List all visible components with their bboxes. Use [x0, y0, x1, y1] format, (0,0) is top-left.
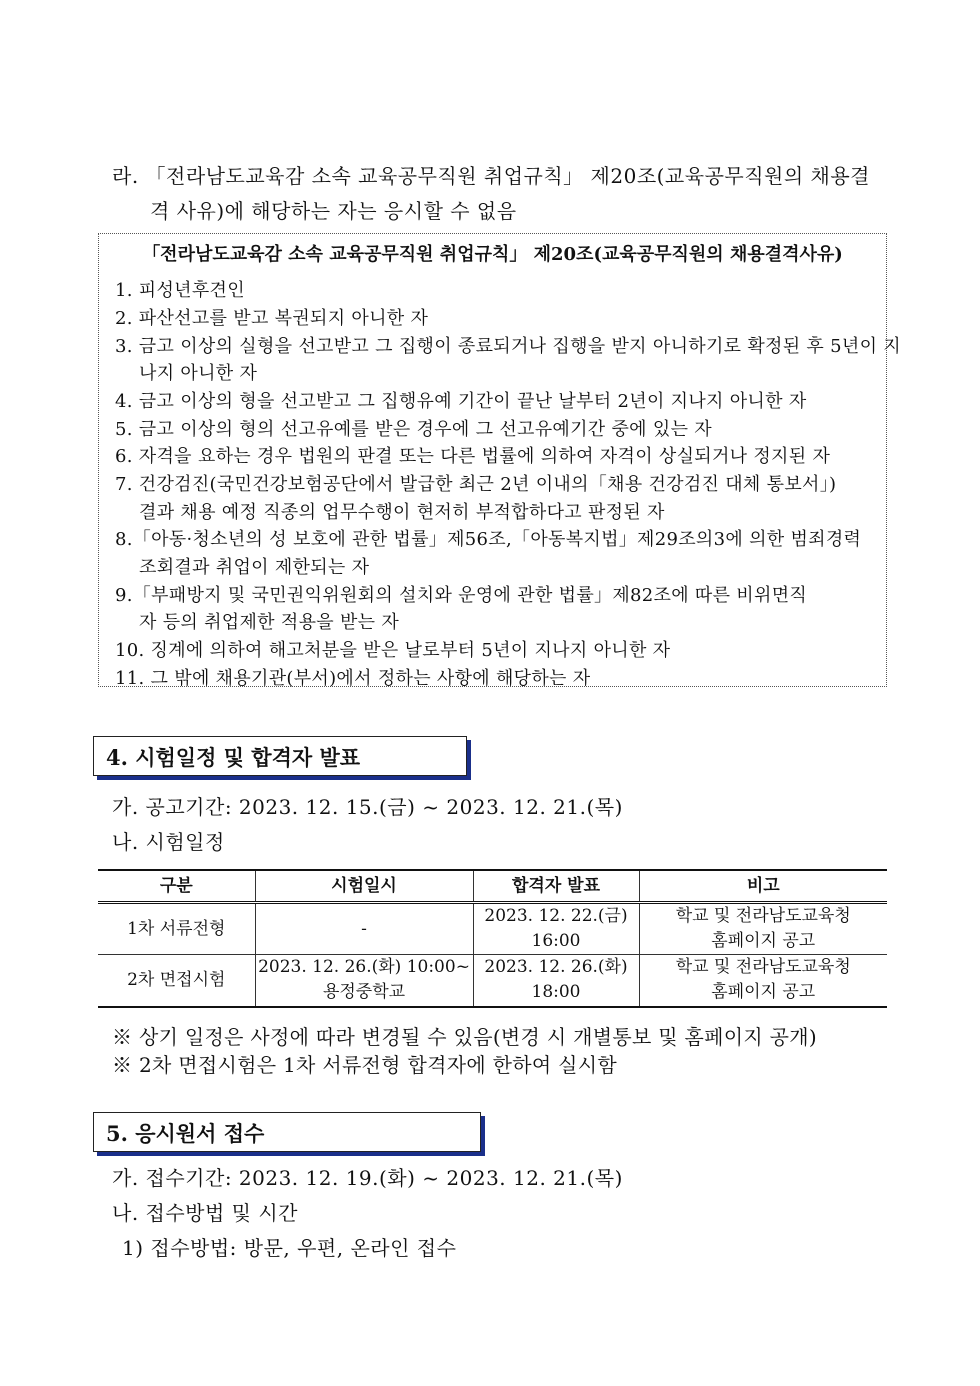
list-item: 5. 금고 이상의 형의 선고유예를 받은 경우에 그 선고유예기간 중에 있는 자: [115, 419, 712, 440]
schedule-note-2: ※ 2차 면접시험은 1차 서류전형 합격자에 한하여 실시함: [112, 1053, 617, 1077]
application-method-label: 나. 접수방법 및 시간: [112, 1201, 298, 1225]
cell-date-line2: 용정중학교: [322, 982, 406, 1003]
column-header: 구분: [98, 870, 255, 903]
table-row: [98, 955, 887, 1007]
cell-announce-line1: 2023. 12. 26.(화): [484, 957, 628, 978]
list-item: 8.「아동·청소년의 성 보호에 관한 법률」제56조,「아동복지법」제29조의3에 의한 범죄경력: [115, 529, 862, 550]
section-title: 4. 시험일정 및 합격자 발표: [106, 745, 361, 770]
cell-date: [255, 903, 473, 955]
clause-ra-line2: 격 사유)에 해당하는 자는 응시할 수 없음: [150, 199, 517, 223]
list-item: 9.「부패방지 및 국민권익위원회의 설치와 운영에 관한 법률」제82조에 따른 비위면직: [115, 585, 808, 606]
cell-announce-line2: 16:00: [531, 931, 581, 951]
cell-announce-line1: 2023. 12. 22.(금): [484, 906, 628, 926]
list-item: 조회결과 취업이 제한되는 자: [139, 557, 370, 578]
cell-note-line1: 학교 및 전라남도교육청: [675, 957, 851, 978]
section-heading-4: [93, 736, 467, 776]
list-item: 나지 아니한 자: [139, 363, 258, 384]
exam-schedule-label: 나. 시험일정: [112, 830, 225, 854]
notice-period: 가. 공고기간: 2023. 12. 15.(금) ~ 2023. 12. 21.(목): [112, 795, 623, 819]
schedule-note-1: ※ 상기 일정은 사정에 따라 변경될 수 있음(변경 시 개별통보 및 홈페이지 공개): [112, 1025, 817, 1049]
section-title: 5. 응시원서 접수: [106, 1121, 265, 1146]
box-title: 「전라남도교육감 소속 교육공무직원 취업규칙」 제20조(교육공무직원의 채용결격사유): [142, 244, 843, 265]
disqualification-box: [98, 233, 901, 689]
column-header: 시험일시: [255, 870, 473, 903]
table-header-row: [98, 870, 887, 903]
cell-type: 2차 면접시험: [98, 955, 255, 1007]
cell-note-line1: 학교 및 전라남도교육청: [675, 906, 851, 926]
column-header: 비고: [639, 870, 887, 903]
application-period: 가. 접수기간: 2023. 12. 19.(화) ~ 2023. 12. 21.(목): [112, 1166, 623, 1190]
cell-announce: [473, 955, 639, 1007]
cell-note-line2: 홈페이지 공고: [711, 982, 816, 1003]
list-item: 10. 징계에 의하여 해고처분을 받은 날로부터 5년이 지나지 아니한 자: [115, 640, 671, 661]
cell-note-line2: 홈페이지 공고: [711, 931, 816, 951]
list-item: 7. 건강검진(국민건강보험공단에서 발급한 최근 2년 이내의「채용 건강검진 대체 통보서」): [115, 474, 837, 495]
clause-ra-line1: 라. 「전라남도교육감 소속 교육공무직원 취업규칙」 제20조(교육공무직원의 채용결: [112, 164, 870, 188]
list-item: 3. 금고 이상의 실형을 선고받고 그 집행이 종료되거나 집행을 받지 아니하기로 확정된 후 5년이 지: [115, 336, 901, 357]
cell-date: [255, 955, 473, 1007]
cell-date-line1: 2023. 12. 26.(화) 10:00~: [258, 957, 470, 978]
schedule-table: [98, 869, 887, 1008]
list-item: 결과 채용 예정 직종의 업무수행이 현저히 부적합하다고 판정된 자: [139, 502, 665, 523]
list-item: 자 등의 취업제한 적용을 받는 자: [139, 612, 400, 633]
table-row: [98, 903, 887, 955]
section-heading-5: [93, 1112, 481, 1152]
cell-announce: [473, 903, 639, 955]
cell-date-line1: -: [361, 918, 367, 939]
cell-note: [639, 955, 887, 1007]
list-item: 6. 자격을 요하는 경우 법원의 판결 또는 다른 법률에 의하여 자격이 상실되거나 정지된 자: [115, 446, 831, 467]
cell-type: 1차 서류전형: [98, 903, 255, 955]
list-item: 2. 파산선고를 받고 복권되지 아니한 자: [115, 308, 429, 329]
application-method-item: 1) 접수방법: 방문, 우편, 온라인 접수: [122, 1236, 457, 1260]
cell-announce-line2: 18:00: [531, 982, 581, 1003]
list-item: 11. 그 밖에 채용기관(부서)에서 정하는 사항에 해당하는 자: [115, 668, 591, 689]
list-item: 4. 금고 이상의 형을 선고받고 그 집행유예 기간이 끝난 날부터 2년이 지나지 아니한 자: [115, 391, 807, 412]
list-item: 1. 피성년후견인: [115, 280, 245, 301]
cell-note: [639, 903, 887, 955]
column-header: 합격자 발표: [473, 870, 639, 903]
